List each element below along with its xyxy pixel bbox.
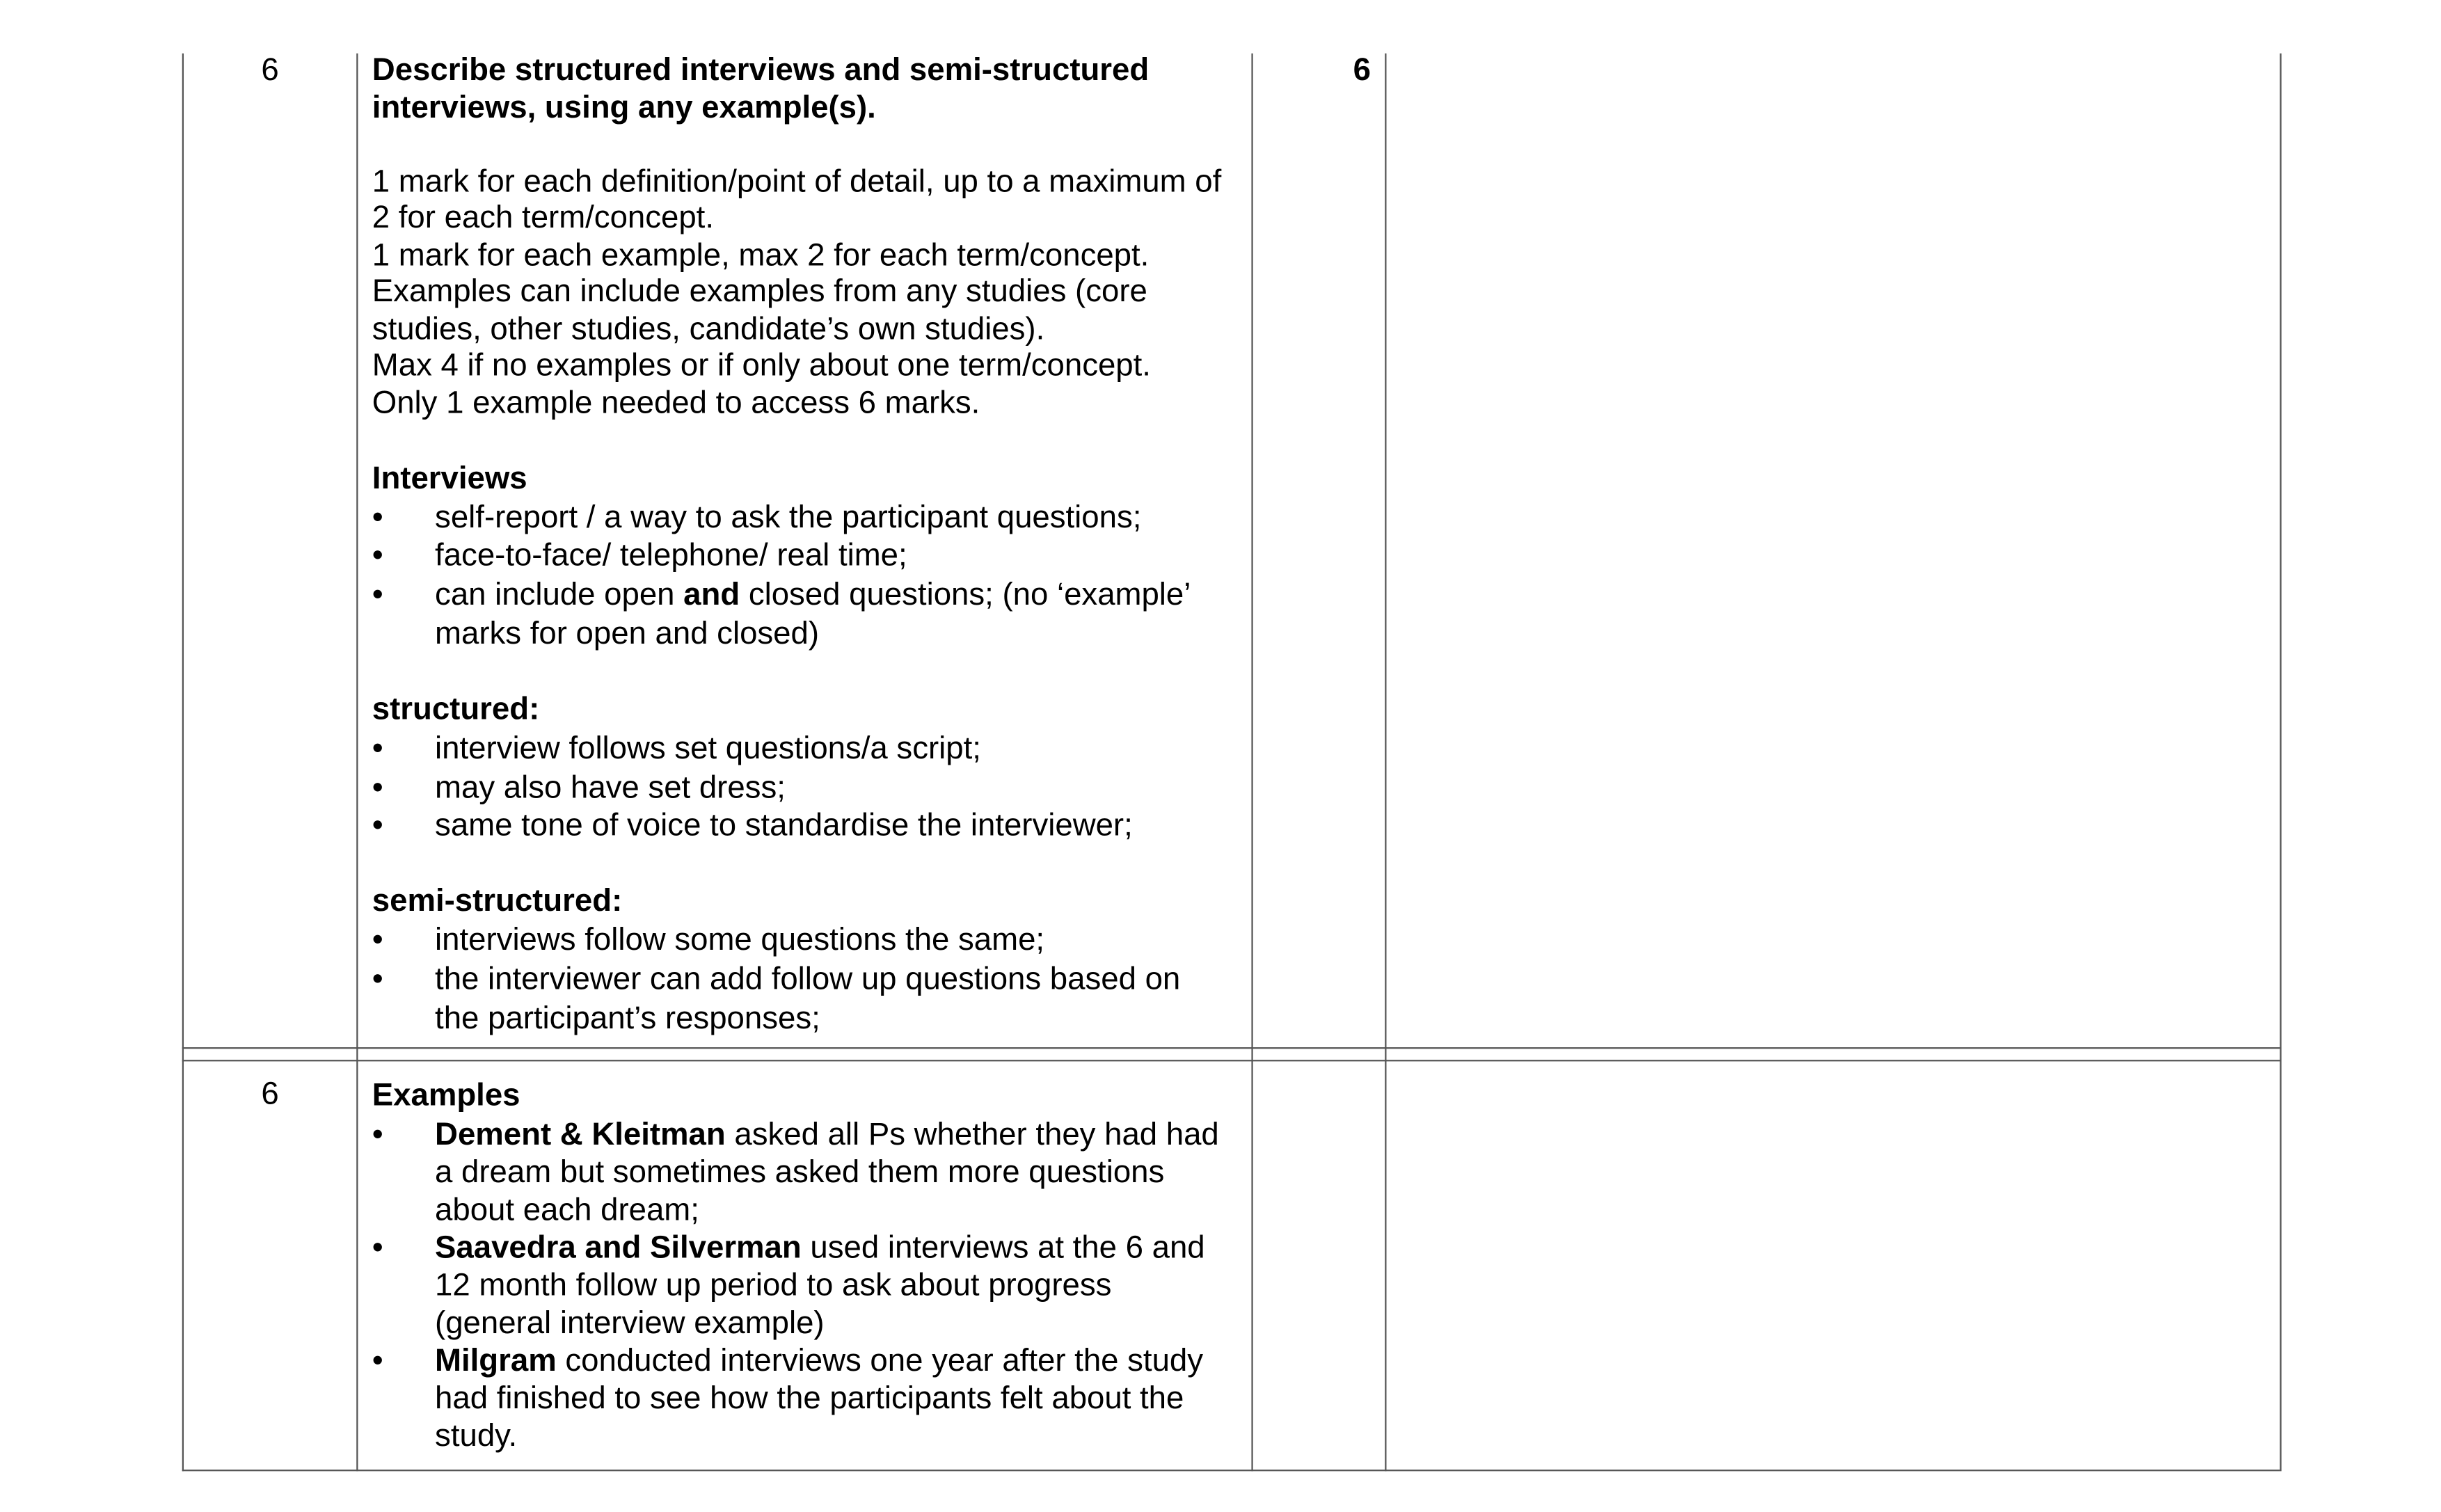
table-border-right xyxy=(2280,54,2281,1472)
interviews-list xyxy=(372,498,1221,653)
list-item: • same tone of voice to standardise the interviewer; xyxy=(372,807,1221,846)
interviews-heading: Interviews xyxy=(372,461,527,495)
bullet-icon: • xyxy=(372,731,383,766)
bullet-icon: • xyxy=(372,770,383,805)
list-item: • may also have set dress; xyxy=(372,769,1221,808)
list-item: • interview follows set questions/a script; xyxy=(372,730,1221,769)
list-item: • face-to-face/ telephone/ real time; xyxy=(372,537,1221,576)
bullet-icon: • xyxy=(372,539,383,574)
list-item: • can include open and closed questions; (no ‘example’ marks for open and closed) xyxy=(372,576,1221,653)
bullet-icon: • xyxy=(372,962,383,998)
answer-guidance-cell xyxy=(372,54,1221,1039)
semi-structured-list xyxy=(372,923,1221,1039)
list-item: • Milgram conducted interviews one year after the study had finished to see how the participants felt about the study. xyxy=(372,1342,1219,1455)
examples-heading: Examples xyxy=(372,1079,520,1113)
list-item: • Saavedra and Silverman used interviews at the 6 and 12 month follow up period to ask about progress (general interview example) xyxy=(372,1230,1219,1342)
row-separator-top xyxy=(182,1047,2280,1049)
bullet-icon: • xyxy=(372,923,383,959)
bullet-icon: • xyxy=(372,809,383,844)
row-separator-bottom xyxy=(182,1060,2280,1061)
structured-list xyxy=(372,730,1221,846)
marks-value: 6 xyxy=(1353,53,1371,88)
question-number: 6 xyxy=(261,1076,279,1112)
examples-cell xyxy=(372,1077,1219,1456)
list-item: • the interviewer can add follow up questions based on the participant’s responses; xyxy=(372,961,1221,1038)
list-item: • self-report / a way to ask the participant questions; xyxy=(372,498,1221,537)
examples-list xyxy=(372,1116,1219,1455)
bullet-icon: • xyxy=(372,1344,383,1379)
bullet-icon: • xyxy=(372,500,383,535)
list-item: • Dement & Kleitman asked all Ps whether they had had a dream but sometimes asked them more questions about each dream; xyxy=(372,1116,1219,1229)
question-text: Describe structured interviews and semi-structured interviews, using any example(s). xyxy=(372,53,1150,125)
table-border-bottom xyxy=(182,1470,2280,1471)
bullet-icon: • xyxy=(372,578,383,612)
column-divider-3 xyxy=(1385,54,1386,1472)
column-divider-1 xyxy=(356,54,358,1472)
list-item: • interviews follow some questions the same; xyxy=(372,923,1221,962)
table-border-left xyxy=(182,54,184,1472)
question-number: 6 xyxy=(261,53,279,88)
marking-guidance: 1 mark for each definition/point of detail, up to a maximum of 2 for each term/concept. 1 mark for each example, max 2 for each term/concept. Examples can include examples from any studies (core studies, other studies, candidate’s own studies). Max 4 if no examples or if only about one term/concept. Only 1 example needed to access 6 marks. xyxy=(372,164,1222,420)
bullet-icon: • xyxy=(372,1231,383,1266)
structured-heading: structured: xyxy=(372,692,540,727)
column-divider-2 xyxy=(1251,54,1253,1472)
semi-structured-heading: semi-structured: xyxy=(372,884,623,920)
bullet-icon: • xyxy=(372,1117,383,1153)
